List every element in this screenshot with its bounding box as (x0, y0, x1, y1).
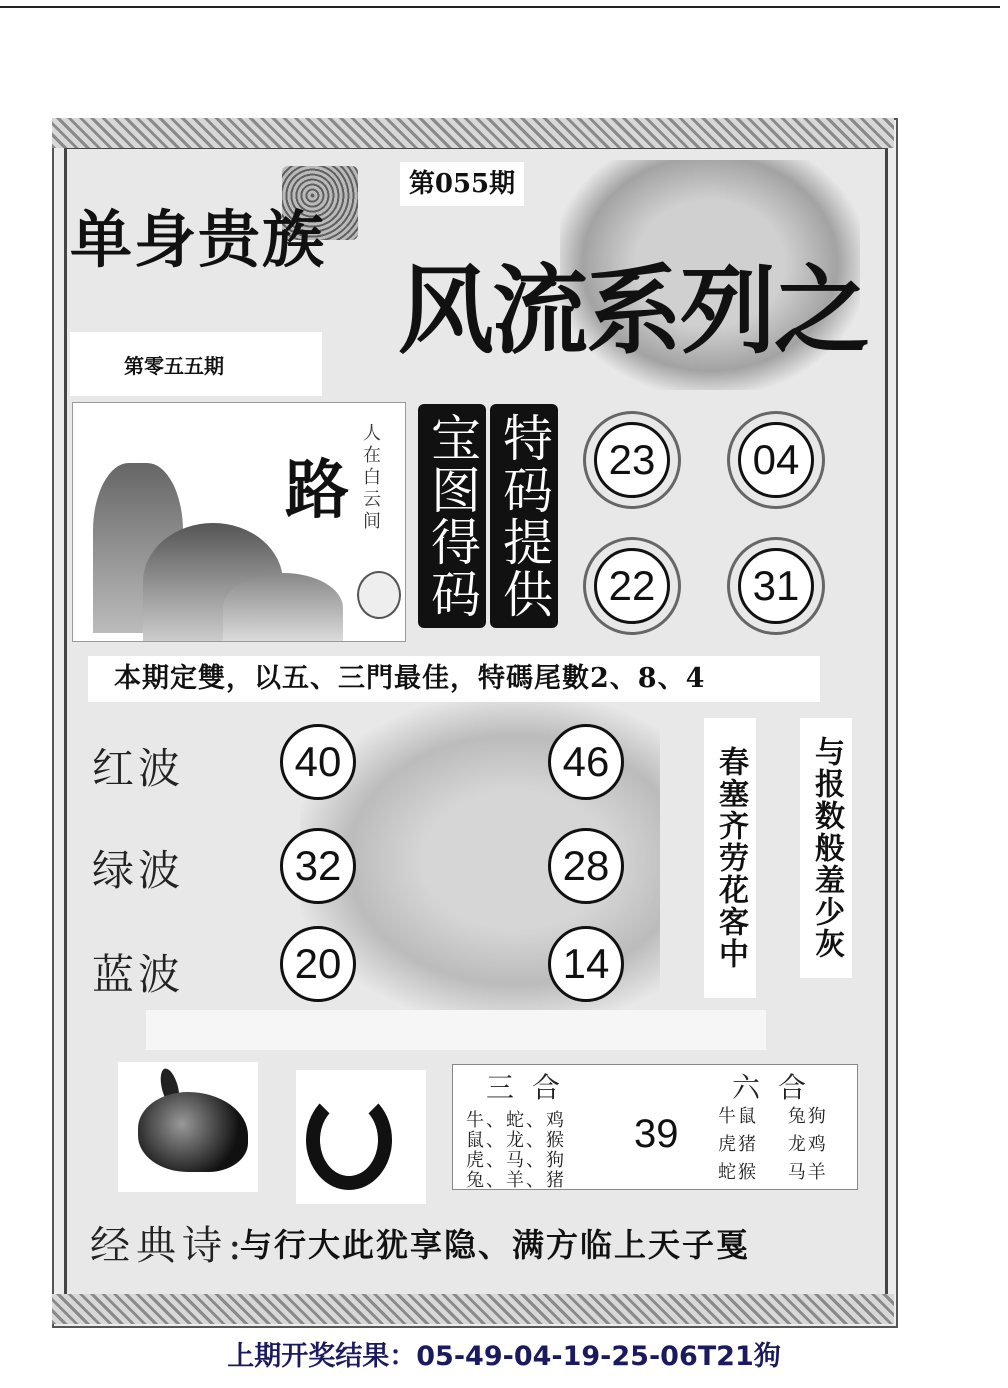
treasure-map-label: 宝图得码 (418, 404, 486, 628)
issue-number: 第055期 (400, 162, 524, 206)
frame-bottom-border (52, 1294, 894, 1324)
poem-label: 经典诗: (90, 1223, 248, 1269)
san-he-title: 三合 (486, 1071, 579, 1104)
blue-wave-number: 14 (548, 926, 624, 1002)
san-he-row: 兔、羊、猪 (466, 1170, 566, 1191)
red-wave-number: 40 (280, 724, 356, 800)
san-he-row: 鼠、龙、猴 (466, 1130, 566, 1151)
page-title: 单身贵族 (70, 203, 327, 276)
code-number: 31 (738, 548, 814, 624)
san-he-row: 牛、蛇、鸡 (466, 1110, 566, 1131)
issue-chinese: 第零五五期 (124, 354, 224, 378)
liu-he-row: 虎猪 龙鸡 (718, 1134, 828, 1155)
code-number: 04 (738, 422, 814, 498)
mountain-icon (223, 573, 343, 642)
code-number: 22 (594, 548, 670, 624)
liu-he-title: 六合 (732, 1071, 825, 1104)
special-code-label: 特码提供 (490, 404, 558, 628)
calligraphy-inscription: 人在白云间 (360, 423, 381, 533)
blue-wave-number: 20 (280, 926, 356, 1002)
liu-he-row: 牛鼠 兔狗 (718, 1106, 828, 1127)
verse-left: 春塞齐劳花客中 (704, 718, 756, 998)
landscape-painting (72, 402, 406, 642)
calligraphy-character: 路 (285, 453, 349, 528)
liu-he-row: 蛇猴 马羊 (718, 1162, 828, 1183)
green-wave-label: 绿波 (92, 846, 185, 895)
center-number: 39 (634, 1112, 679, 1156)
red-wave-number: 46 (548, 724, 624, 800)
blank-band (146, 1010, 766, 1050)
verse-right: 与报数般羞少灰 (800, 718, 852, 978)
red-wave-label: 红波 (92, 744, 185, 793)
san-he-row: 虎、马、狗 (466, 1150, 566, 1171)
last-draw-result: 上期开奖结果：05-49-04-19-25-06T21狗 (227, 1341, 781, 1372)
top-rule (0, 6, 1000, 8)
blue-wave-label: 蓝波 (92, 950, 185, 999)
frame-top-border (52, 118, 894, 148)
snake-painting (296, 1070, 426, 1204)
rabbit-icon (138, 1092, 248, 1172)
code-number: 23 (594, 422, 670, 498)
poem-text: 与行大此犹享隐、满方临上天子戛 (240, 1226, 751, 1264)
series-title: 风流系列之 (398, 254, 868, 367)
rabbit-painting (118, 1062, 258, 1192)
prediction-strip: 本期定雙，以五、三門最佳，特碼尾數2、8、4 (88, 656, 820, 702)
green-wave-number: 32 (280, 828, 356, 904)
green-wave-number: 28 (548, 828, 624, 904)
seal-icon (357, 571, 401, 619)
snake-icon (306, 1090, 392, 1190)
